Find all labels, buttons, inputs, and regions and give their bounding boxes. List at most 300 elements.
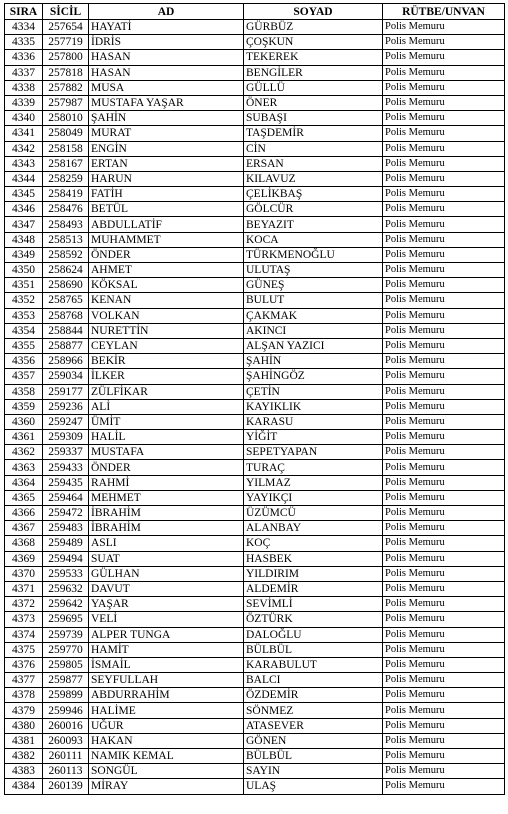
table-header-row [5, 4, 505, 20]
cell-rutbe: Polis Memuru [383, 779, 505, 794]
cell-sira: 4341 [5, 126, 43, 141]
cell-soyad: GÜNEŞ [244, 278, 383, 293]
cell-sicil: 260111 [43, 749, 89, 764]
cell-sicil: 259632 [43, 581, 89, 596]
cell-ad: SONGÜL [89, 764, 244, 779]
cell-sira: 4357 [5, 369, 43, 384]
table-row [5, 414, 505, 429]
cell-ad: ENGİN [89, 141, 244, 156]
cell-rutbe: Polis Memuru [383, 718, 505, 733]
cell-sicil: 260093 [43, 733, 89, 748]
cell-soyad: ŞAHİNGÖZ [244, 369, 383, 384]
cell-sira: 4339 [5, 95, 43, 110]
cell-rutbe: Polis Memuru [383, 278, 505, 293]
cell-ad: YAŞAR [89, 597, 244, 612]
cell-ad: HALİME [89, 703, 244, 718]
cell-rutbe: Polis Memuru [383, 369, 505, 384]
cell-sira: 4346 [5, 202, 43, 217]
cell-rutbe: Polis Memuru [383, 612, 505, 627]
cell-sira: 4374 [5, 627, 43, 642]
cell-ad: SUAT [89, 551, 244, 566]
header-sira: SIRA [5, 4, 43, 20]
cell-ad: MUSA [89, 80, 244, 95]
table-row [5, 490, 505, 505]
table-row [5, 202, 505, 217]
cell-soyad: YİĞİT [244, 430, 383, 445]
cell-ad: UĞUR [89, 718, 244, 733]
cell-sira: 4375 [5, 642, 43, 657]
cell-rutbe: Polis Memuru [383, 521, 505, 536]
cell-rutbe: Polis Memuru [383, 384, 505, 399]
table-row [5, 126, 505, 141]
cell-ad: AHMET [89, 263, 244, 278]
cell-sicil: 258513 [43, 232, 89, 247]
cell-soyad: GÜRBÜZ [244, 20, 383, 35]
cell-ad: İDRİS [89, 35, 244, 50]
cell-soyad: SÖNMEZ [244, 703, 383, 718]
cell-sira: 4351 [5, 278, 43, 293]
cell-soyad: SEVİMLİ [244, 597, 383, 612]
cell-rutbe: Polis Memuru [383, 657, 505, 672]
cell-sicil: 259642 [43, 597, 89, 612]
cell-ad: NURETTİN [89, 323, 244, 338]
cell-sicil: 257654 [43, 20, 89, 35]
table-row [5, 293, 505, 308]
cell-sira: 4356 [5, 354, 43, 369]
cell-ad: MUSTAFA [89, 445, 244, 460]
cell-rutbe: Polis Memuru [383, 506, 505, 521]
cell-sicil: 257987 [43, 95, 89, 110]
cell-sicil: 258167 [43, 156, 89, 171]
cell-sicil: 259899 [43, 688, 89, 703]
table-row [5, 50, 505, 65]
cell-ad: SEYFULLAH [89, 673, 244, 688]
cell-sicil: 258419 [43, 187, 89, 202]
cell-sira: 4367 [5, 521, 43, 536]
table-row [5, 369, 505, 384]
table-row [5, 536, 505, 551]
cell-sicil: 259236 [43, 399, 89, 414]
cell-soyad: HASBEK [244, 551, 383, 566]
cell-ad: FATİH [89, 187, 244, 202]
cell-ad: HAMİT [89, 642, 244, 657]
cell-ad: ABDURRAHİM [89, 688, 244, 703]
cell-soyad: DALOĞLU [244, 627, 383, 642]
cell-soyad: KILAVUZ [244, 171, 383, 186]
cell-ad: İBRAHİM [89, 521, 244, 536]
table-row [5, 749, 505, 764]
cell-soyad: BALCI [244, 673, 383, 688]
cell-ad: BEKİR [89, 354, 244, 369]
cell-sira: 4378 [5, 688, 43, 703]
cell-sicil: 260016 [43, 718, 89, 733]
cell-sicil: 259695 [43, 612, 89, 627]
cell-rutbe: Polis Memuru [383, 141, 505, 156]
cell-sira: 4366 [5, 506, 43, 521]
cell-sira: 4373 [5, 612, 43, 627]
cell-sicil: 257882 [43, 80, 89, 95]
table-row [5, 581, 505, 596]
cell-ad: HASAN [89, 50, 244, 65]
table-row [5, 551, 505, 566]
cell-sicil: 258010 [43, 111, 89, 126]
cell-soyad: BULUT [244, 293, 383, 308]
cell-sicil: 258877 [43, 338, 89, 353]
cell-rutbe: Polis Memuru [383, 50, 505, 65]
cell-sicil: 259770 [43, 642, 89, 657]
cell-sicil: 258844 [43, 323, 89, 338]
cell-soyad: TEKEREK [244, 50, 383, 65]
cell-sicil: 259494 [43, 551, 89, 566]
cell-rutbe: Polis Memuru [383, 187, 505, 202]
cell-ad: ALPER TUNGA [89, 627, 244, 642]
cell-rutbe: Polis Memuru [383, 414, 505, 429]
table-row [5, 566, 505, 581]
cell-rutbe: Polis Memuru [383, 733, 505, 748]
cell-ad: CEYLAN [89, 338, 244, 353]
cell-sira: 4368 [5, 536, 43, 551]
cell-sicil: 260113 [43, 764, 89, 779]
cell-soyad: ALANBAY [244, 521, 383, 536]
table-row [5, 764, 505, 779]
cell-ad: İSMAİL [89, 657, 244, 672]
cell-rutbe: Polis Memuru [383, 217, 505, 232]
cell-soyad: ERSAN [244, 156, 383, 171]
cell-soyad: ÇAKMAK [244, 308, 383, 323]
cell-soyad: ÇOŞKUN [244, 35, 383, 50]
cell-rutbe: Polis Memuru [383, 65, 505, 80]
table-row [5, 399, 505, 414]
cell-soyad: ULUTAŞ [244, 263, 383, 278]
cell-soyad: ALDEMİR [244, 581, 383, 596]
cell-ad: HARUN [89, 171, 244, 186]
cell-ad: ALİ [89, 399, 244, 414]
cell-rutbe: Polis Memuru [383, 323, 505, 338]
cell-sira: 4381 [5, 733, 43, 748]
cell-soyad: GÖNEN [244, 733, 383, 748]
cell-sira: 4372 [5, 597, 43, 612]
cell-sicil: 260139 [43, 779, 89, 794]
cell-sicil: 259533 [43, 566, 89, 581]
table-row [5, 323, 505, 338]
cell-soyad: BÜLBÜL [244, 749, 383, 764]
table-row [5, 445, 505, 460]
table-row [5, 217, 505, 232]
cell-sicil: 259489 [43, 536, 89, 551]
cell-soyad: SEPETYAPAN [244, 445, 383, 460]
table-row [5, 65, 505, 80]
table-row [5, 688, 505, 703]
cell-soyad: ULAŞ [244, 779, 383, 794]
table-row [5, 263, 505, 278]
cell-sira: 4350 [5, 263, 43, 278]
cell-rutbe: Polis Memuru [383, 566, 505, 581]
table-row [5, 247, 505, 262]
cell-sicil: 259034 [43, 369, 89, 384]
cell-sira: 4369 [5, 551, 43, 566]
cell-soyad: TÜRKMENOĞLU [244, 247, 383, 262]
cell-sira: 4376 [5, 657, 43, 672]
header-soyad: SOYAD [244, 4, 383, 20]
cell-sicil: 259433 [43, 460, 89, 475]
cell-sira: 4361 [5, 430, 43, 445]
cell-rutbe: Polis Memuru [383, 156, 505, 171]
cell-sicil: 258624 [43, 263, 89, 278]
cell-sicil: 259177 [43, 384, 89, 399]
cell-soyad: TURAÇ [244, 460, 383, 475]
cell-ad: GÜLHAN [89, 566, 244, 581]
table-row [5, 338, 505, 353]
cell-sicil: 259472 [43, 506, 89, 521]
cell-sira: 4362 [5, 445, 43, 460]
table-row [5, 171, 505, 186]
personnel-table [4, 3, 505, 795]
cell-sicil: 258765 [43, 293, 89, 308]
cell-rutbe: Polis Memuru [383, 703, 505, 718]
cell-rutbe: Polis Memuru [383, 688, 505, 703]
cell-soyad: TAŞDEMİR [244, 126, 383, 141]
table-row [5, 612, 505, 627]
cell-rutbe: Polis Memuru [383, 460, 505, 475]
cell-sira: 4382 [5, 749, 43, 764]
cell-soyad: ÖNER [244, 95, 383, 110]
cell-ad: KÖKSAL [89, 278, 244, 293]
cell-sira: 4344 [5, 171, 43, 186]
cell-ad: MİRAY [89, 779, 244, 794]
cell-sira: 4371 [5, 581, 43, 596]
table-row [5, 232, 505, 247]
cell-rutbe: Polis Memuru [383, 399, 505, 414]
cell-sicil: 259483 [43, 521, 89, 536]
cell-soyad: CİN [244, 141, 383, 156]
cell-ad: HALİL [89, 430, 244, 445]
cell-soyad: SAYIN [244, 764, 383, 779]
table-row [5, 642, 505, 657]
cell-sira: 4334 [5, 20, 43, 35]
table-row [5, 20, 505, 35]
cell-sicil: 258690 [43, 278, 89, 293]
cell-ad: NAMIK KEMAL [89, 749, 244, 764]
cell-sira: 4340 [5, 111, 43, 126]
cell-rutbe: Polis Memuru [383, 35, 505, 50]
cell-rutbe: Polis Memuru [383, 490, 505, 505]
cell-rutbe: Polis Memuru [383, 247, 505, 262]
cell-sira: 4359 [5, 399, 43, 414]
cell-rutbe: Polis Memuru [383, 673, 505, 688]
cell-rutbe: Polis Memuru [383, 551, 505, 566]
cell-ad: RAHMİ [89, 475, 244, 490]
cell-soyad: BENGİLER [244, 65, 383, 80]
cell-rutbe: Polis Memuru [383, 764, 505, 779]
cell-sira: 4370 [5, 566, 43, 581]
cell-ad: MEHMET [89, 490, 244, 505]
cell-rutbe: Polis Memuru [383, 308, 505, 323]
cell-ad: ABDULLATİF [89, 217, 244, 232]
cell-sicil: 258768 [43, 308, 89, 323]
cell-ad: VOLKAN [89, 308, 244, 323]
cell-soyad: ÇETİN [244, 384, 383, 399]
cell-rutbe: Polis Memuru [383, 126, 505, 141]
cell-sira: 4377 [5, 673, 43, 688]
table-row [5, 521, 505, 536]
cell-soyad: ÜZÜMCÜ [244, 506, 383, 521]
cell-sicil: 259435 [43, 475, 89, 490]
cell-sicil: 258966 [43, 354, 89, 369]
cell-sicil: 259337 [43, 445, 89, 460]
cell-rutbe: Polis Memuru [383, 597, 505, 612]
table-row [5, 187, 505, 202]
cell-rutbe: Polis Memuru [383, 581, 505, 596]
cell-soyad: GÖLCÜR [244, 202, 383, 217]
cell-soyad: ÖZDEMİR [244, 688, 383, 703]
cell-ad: MUHAMMET [89, 232, 244, 247]
cell-ad: MURAT [89, 126, 244, 141]
cell-sira: 4349 [5, 247, 43, 262]
cell-soyad: YILMAZ [244, 475, 383, 490]
header-rutbe-unvan: RÜTBE/UNVAN [383, 4, 505, 20]
cell-sira: 4383 [5, 764, 43, 779]
cell-rutbe: Polis Memuru [383, 445, 505, 460]
cell-rutbe: Polis Memuru [383, 95, 505, 110]
header-ad: AD [89, 4, 244, 20]
cell-rutbe: Polis Memuru [383, 338, 505, 353]
cell-soyad: SUBAŞI [244, 111, 383, 126]
table-row [5, 475, 505, 490]
table-row [5, 506, 505, 521]
cell-ad: ÜMİT [89, 414, 244, 429]
cell-sicil: 258259 [43, 171, 89, 186]
cell-ad: KENAN [89, 293, 244, 308]
table-row [5, 779, 505, 794]
cell-sicil: 258158 [43, 141, 89, 156]
table-row [5, 80, 505, 95]
cell-rutbe: Polis Memuru [383, 536, 505, 551]
cell-sira: 4360 [5, 414, 43, 429]
cell-sicil: 259946 [43, 703, 89, 718]
cell-rutbe: Polis Memuru [383, 430, 505, 445]
table-row [5, 141, 505, 156]
table-row [5, 627, 505, 642]
cell-sira: 4358 [5, 384, 43, 399]
cell-soyad: ŞAHİN [244, 354, 383, 369]
cell-sira: 4347 [5, 217, 43, 232]
cell-rutbe: Polis Memuru [383, 171, 505, 186]
cell-ad: BETÜL [89, 202, 244, 217]
table-row [5, 384, 505, 399]
cell-rutbe: Polis Memuru [383, 232, 505, 247]
cell-sira: 4352 [5, 293, 43, 308]
cell-soyad: KAYIKLIK [244, 399, 383, 414]
cell-sicil: 258476 [43, 202, 89, 217]
cell-sira: 4379 [5, 703, 43, 718]
table-row [5, 430, 505, 445]
table-row [5, 111, 505, 126]
cell-sira: 4364 [5, 475, 43, 490]
cell-sicil: 258493 [43, 217, 89, 232]
table-row [5, 703, 505, 718]
cell-ad: ERTAN [89, 156, 244, 171]
cell-sira: 4335 [5, 35, 43, 50]
cell-soyad: ÇELİKBAŞ [244, 187, 383, 202]
table-row [5, 354, 505, 369]
cell-rutbe: Polis Memuru [383, 80, 505, 95]
cell-ad: HAYATİ [89, 20, 244, 35]
cell-soyad: ATASEVER [244, 718, 383, 733]
cell-sicil: 258049 [43, 126, 89, 141]
table-row [5, 718, 505, 733]
cell-sira: 4343 [5, 156, 43, 171]
cell-sicil: 257800 [43, 50, 89, 65]
cell-ad: ASLI [89, 536, 244, 551]
cell-rutbe: Polis Memuru [383, 749, 505, 764]
cell-sira: 4338 [5, 80, 43, 95]
cell-soyad: GÜLLÜ [244, 80, 383, 95]
cell-soyad: ALŞAN YAZICI [244, 338, 383, 353]
cell-ad: İBRAHİM [89, 506, 244, 521]
table-row [5, 308, 505, 323]
table-row [5, 460, 505, 475]
cell-soyad: YAYIKÇI [244, 490, 383, 505]
cell-rutbe: Polis Memuru [383, 354, 505, 369]
cell-rutbe: Polis Memuru [383, 475, 505, 490]
cell-sira: 4355 [5, 338, 43, 353]
cell-soyad: ÖZTÜRK [244, 612, 383, 627]
table-row [5, 156, 505, 171]
cell-ad: DAVUT [89, 581, 244, 596]
cell-ad: VELİ [89, 612, 244, 627]
cell-sira: 4380 [5, 718, 43, 733]
cell-sicil: 259309 [43, 430, 89, 445]
cell-ad: ZÜLFİKAR [89, 384, 244, 399]
cell-sira: 4384 [5, 779, 43, 794]
cell-sira: 4336 [5, 50, 43, 65]
table-row [5, 733, 505, 748]
cell-sicil: 259464 [43, 490, 89, 505]
table-row [5, 673, 505, 688]
cell-sicil: 258592 [43, 247, 89, 262]
header-sicil: SİCİL [43, 4, 89, 20]
cell-ad: ÖNDER [89, 460, 244, 475]
cell-sira: 4348 [5, 232, 43, 247]
cell-rutbe: Polis Memuru [383, 642, 505, 657]
cell-soyad: AKINCI [244, 323, 383, 338]
cell-sira: 4342 [5, 141, 43, 156]
cell-sira: 4354 [5, 323, 43, 338]
cell-sicil: 257818 [43, 65, 89, 80]
cell-soyad: BÜLBÜL [244, 642, 383, 657]
cell-rutbe: Polis Memuru [383, 627, 505, 642]
cell-sicil: 259247 [43, 414, 89, 429]
cell-soyad: KARASU [244, 414, 383, 429]
cell-soyad: KARABULUT [244, 657, 383, 672]
cell-rutbe: Polis Memuru [383, 293, 505, 308]
cell-sicil: 257719 [43, 35, 89, 50]
cell-sira: 4363 [5, 460, 43, 475]
cell-sira: 4353 [5, 308, 43, 323]
cell-soyad: YILDIRIM [244, 566, 383, 581]
cell-sira: 4337 [5, 65, 43, 80]
cell-rutbe: Polis Memuru [383, 202, 505, 217]
cell-rutbe: Polis Memuru [383, 20, 505, 35]
cell-ad: HASAN [89, 65, 244, 80]
cell-ad: HAKAN [89, 733, 244, 748]
cell-ad: ÖNDER [89, 247, 244, 262]
cell-soyad: KOÇ [244, 536, 383, 551]
personnel-list [4, 3, 505, 795]
cell-sicil: 259805 [43, 657, 89, 672]
cell-sicil: 259739 [43, 627, 89, 642]
cell-sira: 4345 [5, 187, 43, 202]
